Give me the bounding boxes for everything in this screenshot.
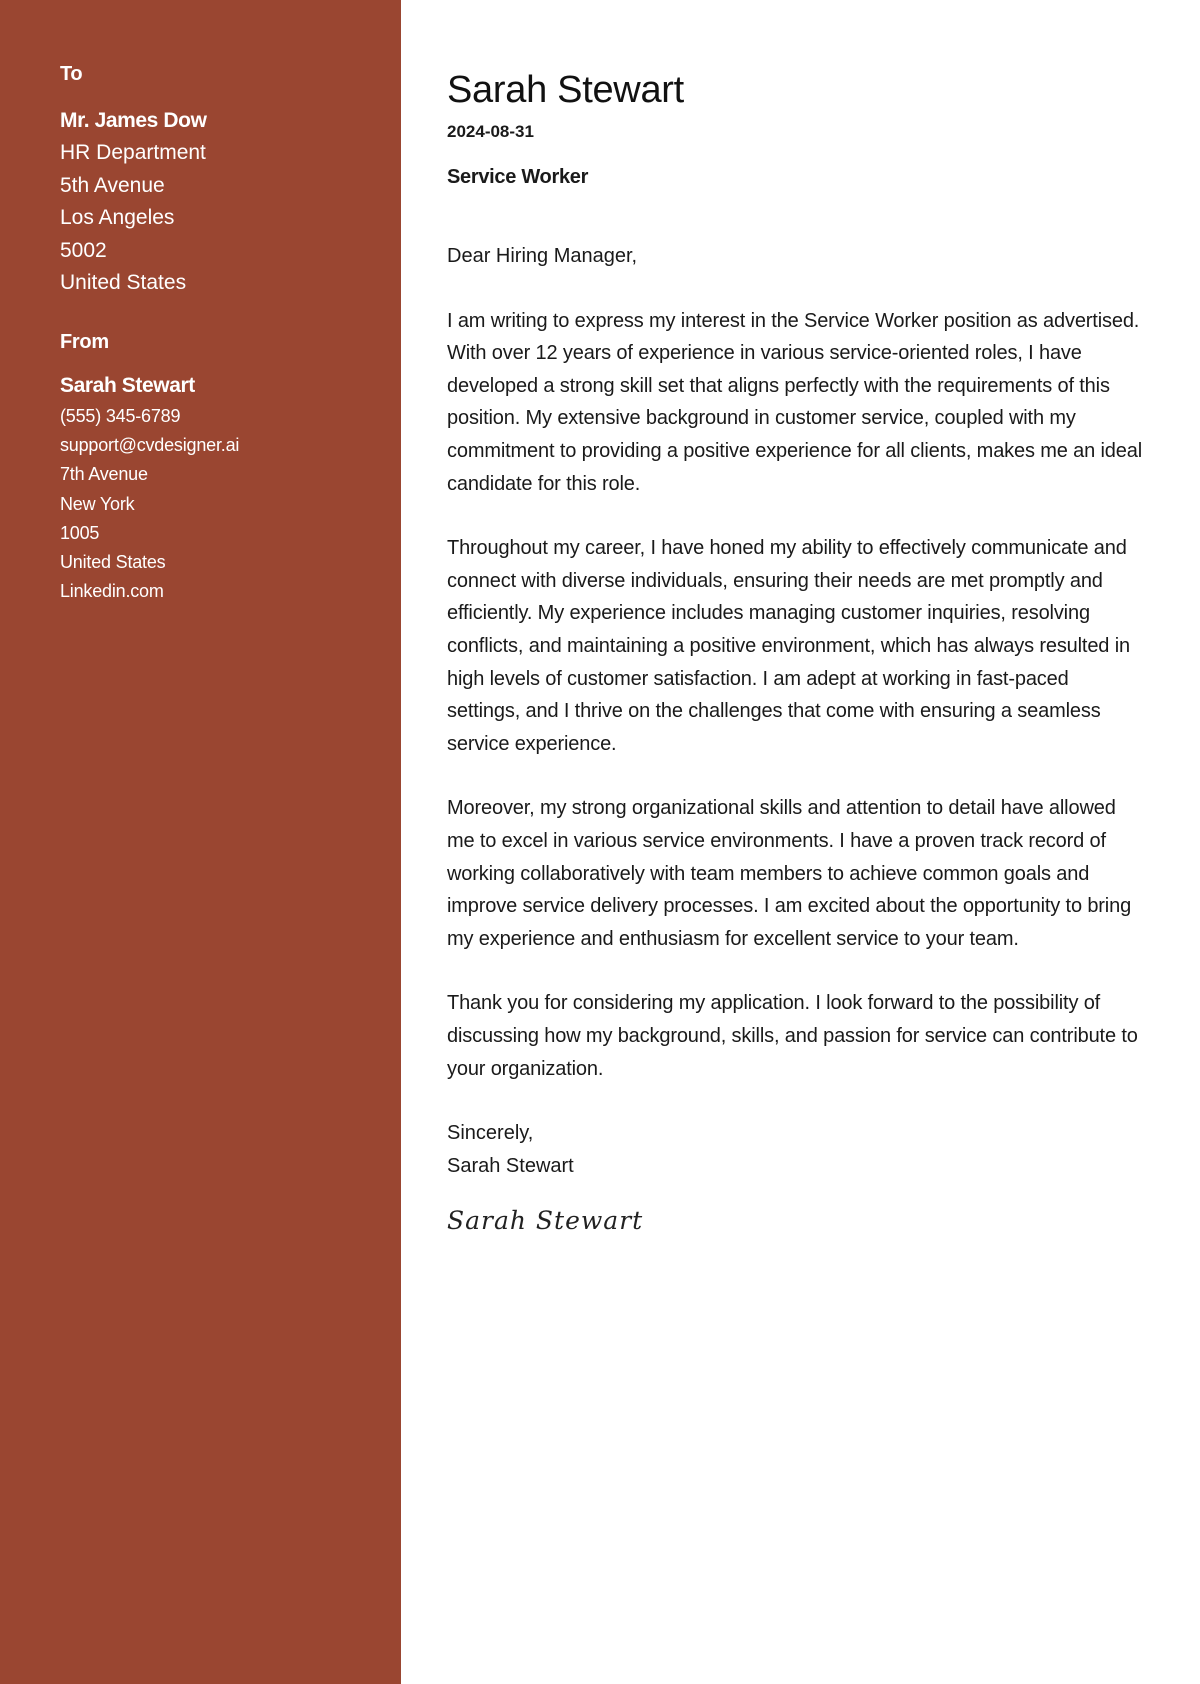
- sender-website: Linkedin.com: [60, 581, 164, 602]
- paragraph: Throughout my career, I have honed my ability to effectively communicate and connect with diverse individuals, ensuring their needs are met promptly and efficiently. My experience includes managing customer inquiries, resolving conflicts, and maintaining a positive environment, which has always resulted in high levels of customer satisfaction. I am adept at working in fast-paced settings, and I thrive on the challenges that come with ensuring a seamless service experience.: [447, 537, 1130, 755]
- valediction: Sincerely,: [447, 1122, 534, 1145]
- letter-body: [447, 60, 1147, 1241]
- paragraph: Moreover, my strong organizational skills and attention to detail have allowed me to excel in various service environments. I have a proven track record of working collaboratively with team members to achieve common goals and improve service delivery processes. I am excited about the opportunity to bring my experience and enthusiasm for excellent service to your team.: [447, 797, 1132, 950]
- sender-city: New York: [60, 493, 135, 514]
- sender-street: 7th Avenue: [60, 464, 148, 485]
- recipient-country: United States: [60, 271, 187, 295]
- recipient-zip: 5002: [60, 238, 107, 262]
- recipient-block: [60, 104, 401, 300]
- recipient-street: 5th Avenue: [60, 173, 165, 197]
- author-name: Sarah Stewart: [447, 69, 684, 111]
- recipient-name: Mr. James Dow: [60, 109, 207, 132]
- handwritten-signature: Sarah Stewart: [447, 1205, 644, 1235]
- contact-sidebar: [0, 0, 401, 1684]
- sender-phone: (555) 345-6789: [60, 405, 181, 426]
- closing-name: Sarah Stewart: [447, 1154, 574, 1177]
- greeting: Dear Hiring Manager,: [447, 245, 638, 267]
- paragraph: Thank you for considering my application. I look forward to the possibility of discussing how my background, skills, and passion for service can contribute to your organization.: [447, 992, 1138, 1080]
- sender-zip: 1005: [60, 522, 100, 543]
- recipient-city: Los Angeles: [60, 206, 175, 230]
- paragraph: I am writing to express my interest in the Service Worker position as advertised. With over 12 years of experience in various service-oriented roles, I have developed a strong skill set that aligns perfectly with the requirements of this position. My extensive background in customer service, coupled with my commitment to providing a positive experience for all clients, makes me an ideal candidate for this role.: [447, 309, 1142, 495]
- sender-email: support@cvdesigner.ai: [60, 435, 240, 456]
- recipient-label: To: [60, 63, 83, 85]
- sender-block: [60, 370, 401, 606]
- sender-label: From: [60, 330, 109, 353]
- recipient-department: HR Department: [60, 141, 206, 164]
- sender-country: United States: [60, 551, 166, 572]
- job-title: Service Worker: [447, 166, 589, 188]
- letter-date: 2024-08-31: [447, 122, 534, 141]
- closing: [447, 1117, 1147, 1182]
- sender-name: Sarah Stewart: [60, 373, 195, 397]
